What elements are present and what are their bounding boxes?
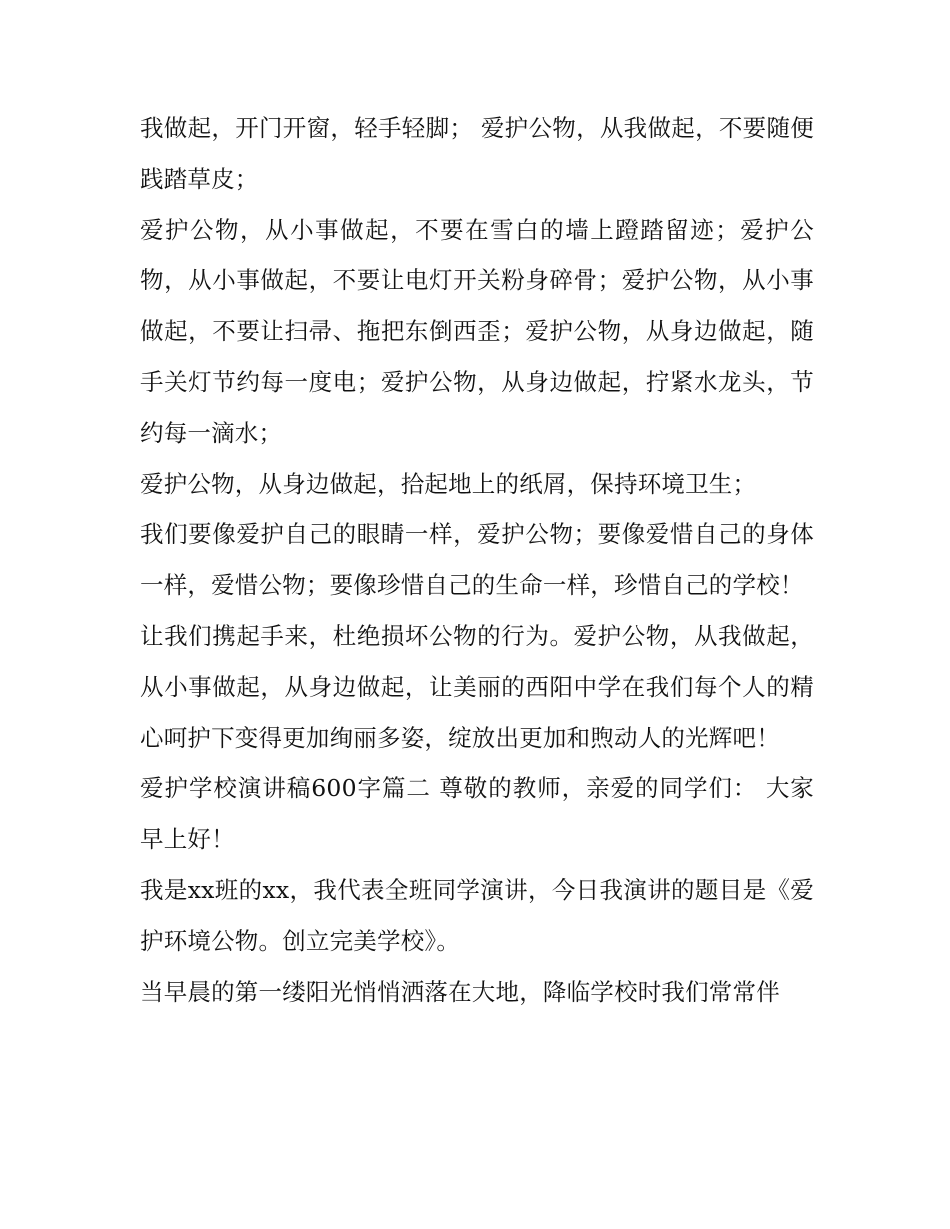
paragraph-5: 让我们携起手来，杜绝损坏公物的行为。爱护公物，从我做起，从小事做起，从身边做起，让美丽的西阳中学在我们每个人的精心呵护下变得更加绚丽多姿，绽放出更加和煦动人的光辉吧！ (140, 621, 814, 752)
paragraph-3: 爱护公物，从身边做起，拾起地上的纸屑，保持环境卫生； (140, 469, 757, 498)
paragraph-4: 我们要像爱护自己的眼睛一样，爱护公物；要像爱惜自己的身体一样，爱惜公物；要像珍惜自己的生命一样，珍惜自己的学校！ (140, 520, 814, 600)
document-body (140, 103, 814, 1017)
paragraph-8: 当早晨的第一缕阳光悄悄洒落在大地，降临学校时我们常常伴 (140, 977, 780, 1006)
paragraph-1: 我做起，开门开窗，轻手轻脚； 爱护公物，从我做起，不要随便践踏草皮； (140, 114, 814, 193)
paragraph-6: 爱护学校演讲稿600字篇二 尊敬的教师，亲爱的同学们： 大家早上好！ (140, 774, 814, 854)
paragraph-7: 我是xx班的xx，我代表全班同学演讲，今日我演讲的题目是《爱护环境公物。创立完美学校》。 (140, 875, 814, 955)
paragraph-2: 爱护公物，从小事做起，不要在雪白的墙上蹬踏留迹；爱护公物，从小事做起，不要让电灯开关粉身碎骨；爱护公物，从小事做起，不要让扫帚、拖把东倒西歪；爱护公物，从身边做起，随手关灯节约每一度电；爱护公物，从身边做起，拧紧水龙头，节约每一滴水； (140, 215, 814, 447)
